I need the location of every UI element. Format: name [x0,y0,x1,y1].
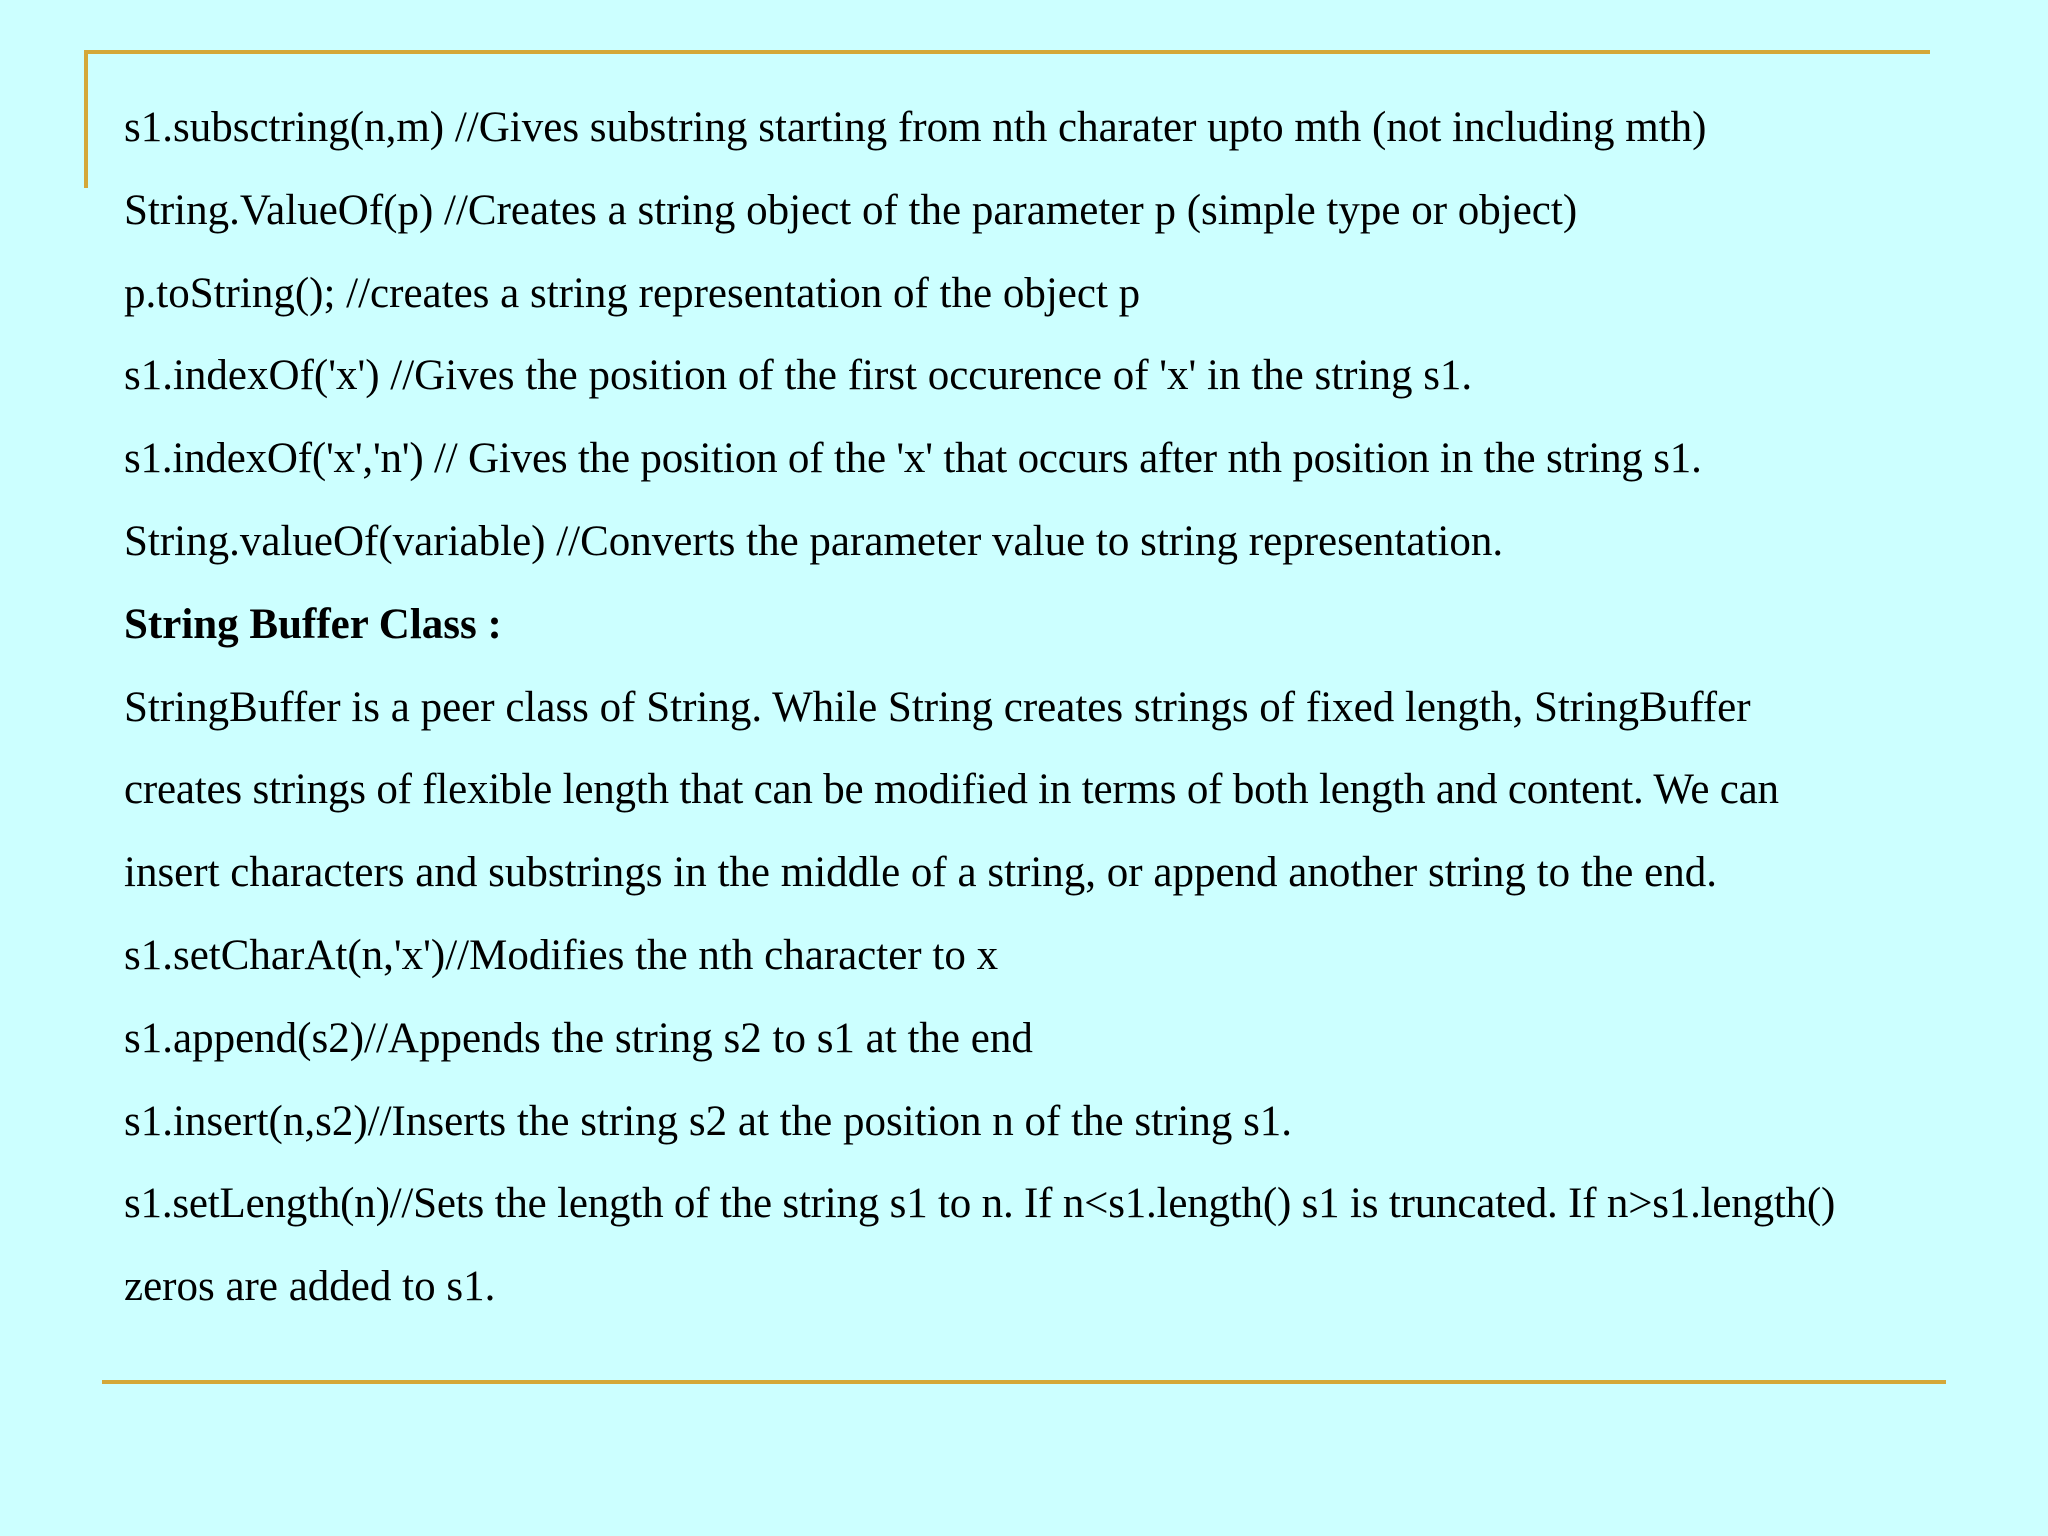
section-heading: String Buffer Class : [124,600,502,648]
top-accent-rule [84,50,1930,54]
text-line-insert: s1.insert(n,s2)//Inserts the string s2 at the position n of the string s1. [124,1097,1293,1145]
text-line-setlength: s1.setLength(n)//Sets the length of the string s1 to n. If n<s1.length() s1 is truncated. If n>s1.length() [124,1180,1836,1228]
text-line-valueof-p: String.ValueOf(p) //Creates a string object of the parameter p (simple type or object) [124,186,1578,234]
slide-body [124,94,2004,1336]
bottom-accent-rule [102,1380,1946,1384]
text-line-valueof-variable: String.valueOf(variable) //Converts the parameter value to string representation. [124,517,1504,565]
paragraph-line-1: StringBuffer is a peer class of String. While String creates strings of fixed length, StringBuffer [124,683,1751,731]
paragraph-line-2: creates strings of flexible length that can be modified in terms of both length and content. We can [124,766,1779,814]
text-line-substring: s1.subsctring(n,m) //Gives substring starting from nth charater upto mth (not including mth) [124,104,1707,151]
text-line-indexof: s1.indexOf('x') //Gives the position of the first occurence of 'x' in the string s1. [124,352,1473,400]
text-line-setlength-cont: zeros are added to s1. [124,1263,496,1311]
text-line-tostring: p.toString(); //creates a string representation of the object p [124,269,1141,317]
text-line-append: s1.append(s2)//Appends the string s2 to s1 at the end [124,1014,1033,1062]
text-line-indexof-n: s1.indexOf('x','n') // Gives the position of the 'x' that occurs after nth position in the string s1. [124,435,1702,483]
text-line-setcharat: s1.setCharAt(n,'x')//Modifies the nth character to x [124,931,999,979]
left-accent-rule [84,50,88,188]
paragraph-line-3: insert characters and substrings in the middle of a string, or append another string to the end. [124,849,1717,897]
